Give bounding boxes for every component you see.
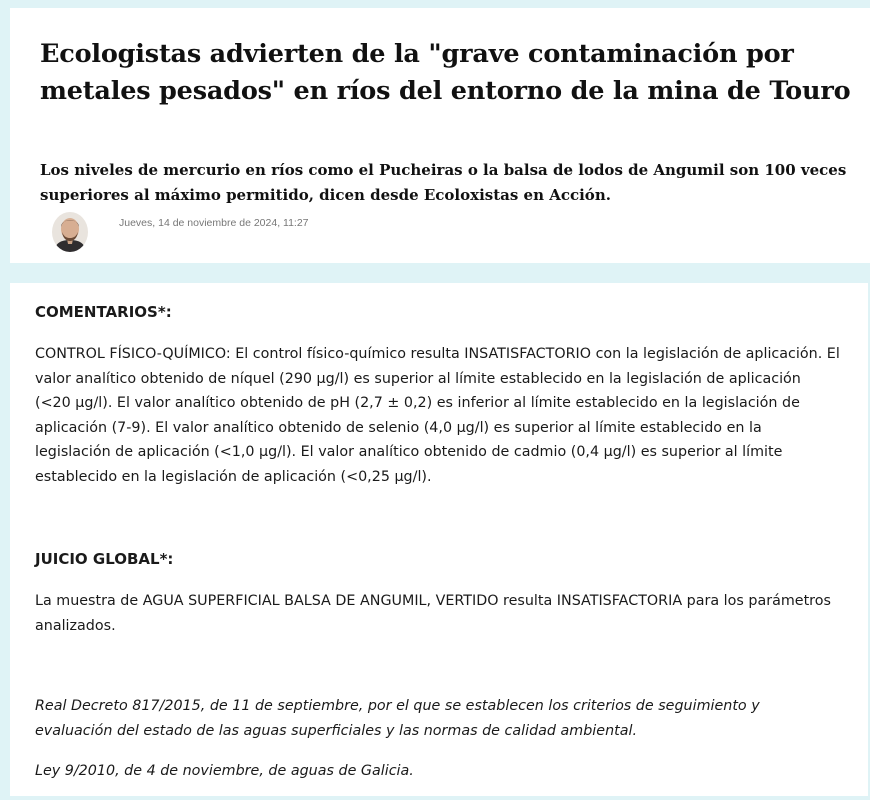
comments-text: CONTROL FÍSICO-QUÍMICO: El control físico-químico resulta INSATISFACTORIO con la legislación de aplicación. El valor analítico obtenido de níquel (290 µg/l) es superior al límite establecido en la legislación de aplicación (<20 µg/l). El valor analítico obtenido de pH (2,7 ± 0,2) es inferior al límite establecido en la legislación de aplicación (7-9). El valor analítico obtenido de selenio (4,0 µg/l) es superior al límite establecido en la legislación de aplicación (<1,0 µg/l). El valor analítico obtenido de cadmio (0,4 µg/l) es superior al límite establecido en la legislación de aplicación (<0,25 µg/l). (35, 346, 840, 485)
author-avatar[interactable] (52, 212, 88, 252)
comments-heading: COMENTARIOS*: (35, 303, 172, 321)
judgement-heading: JUICIO GLOBAL*: (35, 550, 174, 568)
legal-reference-ley: Ley 9/2010, de 4 de noviembre, de aguas de Galicia. (35, 763, 414, 779)
author-photo-icon (52, 212, 88, 252)
judgement-text: La muestra de AGUA SUPERFICIAL BALSA DE ANGUMIL, VERTIDO resulta INSATISFACTORIA para los parámetros analizados. (35, 593, 831, 634)
legal-reference-real-decreto: Real Decreto 817/2015, de 11 de septiembre, por el que se establecen los criterios de seguimiento y evaluación del estado de las aguas superficiales y las normas de calidad ambiental. (35, 698, 760, 739)
article-subheadline: Los niveles de mercurio en ríos como el Pucheiras o la balsa de lodos de Angumil son 100 veces superiores al máximo permitido, dicen desde Ecoloxistas en Acción. (40, 161, 847, 204)
analysis-report-excerpt (10, 283, 868, 796)
article-headline: Ecologistas advierten de la "grave contaminación por metales pesados" en ríos del entorno de la mina de Touro (40, 39, 851, 106)
news-article-card (10, 8, 870, 263)
article-date: Jueves, 14 de noviembre de 2024, 11:27 (119, 217, 309, 229)
